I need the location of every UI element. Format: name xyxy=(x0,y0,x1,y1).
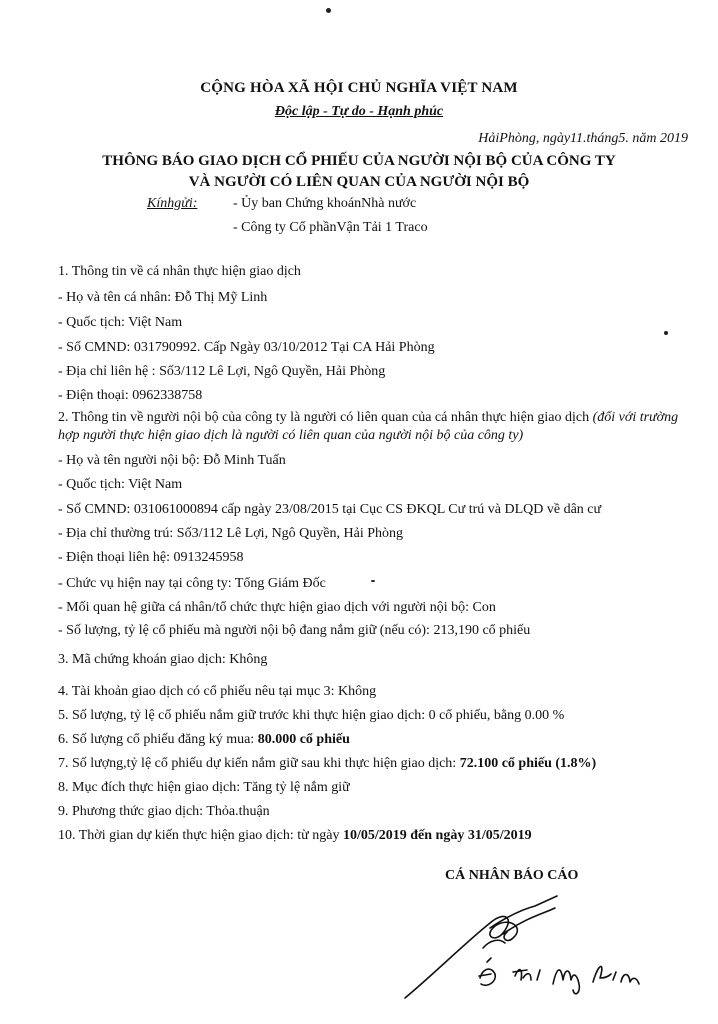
section2-line: - Họ và tên người nội bộ: Đỗ Minh Tuấn xyxy=(58,453,286,468)
item-7 xyxy=(58,756,596,772)
item-5: 5. Số lượng, tỷ lệ cổ phiếu nắm giữ trước khi thực hiện giao dịch: 0 cổ phiếu, bằng 0.00 % xyxy=(58,708,565,723)
handwritten-signature xyxy=(395,888,645,1013)
section2-line: - Số lượng, tỷ lệ cổ phiếu mà người nội bộ đang nắm giữ (nếu có): 213,190 cổ phiếu xyxy=(58,623,531,638)
section1-line: - Họ và tên cá nhân: Đỗ Thị Mỹ Linh xyxy=(58,290,268,305)
national-title: CỘNG HÒA XÃ HỘI CHỦ NGHĨA VIỆT NAM xyxy=(200,80,518,96)
section1-line: - Quốc tịch: Việt Nam xyxy=(58,315,183,330)
section2-heading-note: (đối với trường hợp người thực hiện giao dịch là người có liên quan của người nội bộ của công ty) xyxy=(58,410,679,443)
item-8: 8. Mục đích thực hiện giao dịch: Tăng tỷ lệ nắm giữ xyxy=(58,780,350,795)
recipient-item: - Ủy ban Chứng khoánNhà nước xyxy=(233,196,417,211)
scan-speck xyxy=(371,580,375,582)
signature-title: CÁ NHÂN BÁO CÁO xyxy=(445,868,579,883)
item-7-label: 7. Số lượng,tỷ lệ cổ phiếu dự kiến nắm giữ sau khi thực hiện giao dịch: xyxy=(58,756,460,771)
item-10-value: 10/05/2019 đến ngày 31/05/2019 xyxy=(342,828,532,843)
item-3: 3. Mã chứng khoán giao dịch: Không xyxy=(58,652,268,667)
document-title-line1: THÔNG BÁO GIAO DỊCH CỔ PHIẾU CỦA NGƯỜI NỘI BỘ CỦA CÔNG TY xyxy=(102,153,616,169)
section2-heading-text: 2. Thông tin về người nội bộ của công ty là người có liên quan của cá nhân thực hiện giao dịch xyxy=(58,410,593,425)
section2-line: - Mối quan hệ giữa cá nhân/tổ chức thực hiện giao dịch với người nội bộ: Con xyxy=(58,600,496,615)
national-motto: Độc lập - Tự do - Hạnh phúc xyxy=(274,104,444,119)
section1-line: - Địa chỉ liên hệ : Số3/112 Lê Lợi, Ngô Quyền, Hải Phòng xyxy=(58,364,386,379)
item-4: 4. Tài khoản giao dịch có cổ phiếu nêu tại mục 3: Không xyxy=(58,684,377,699)
item-9: 9. Phương thức giao dịch: Thỏa.thuận xyxy=(58,804,270,819)
recipient-item: - Công ty Cổ phầnVận Tải 1 Traco xyxy=(233,220,428,235)
recipients-label: Kínhgửi: xyxy=(147,196,198,211)
section2-line: - Địa chỉ thường trú: Số3/112 Lê Lợi, Ngô Quyền, Hải Phòng xyxy=(58,526,404,541)
document-title-line2: VÀ NGƯỜI CÓ LIÊN QUAN CỦA NGƯỜI NỘI BỘ xyxy=(188,174,530,190)
section2-line: - Chức vụ hiện nay tại công ty: Tổng Giám Đốc xyxy=(58,576,326,591)
section1-heading: 1. Thông tin về cá nhân thực hiện giao dịch xyxy=(58,264,301,279)
section1-line: - Điện thoại: 0962338758 xyxy=(58,388,203,403)
item-6-value: 80.000 cổ phiếu xyxy=(257,732,350,747)
scan-speck xyxy=(664,331,668,335)
item-10 xyxy=(58,828,532,844)
section2-line: - Số CMND: 031061000894 cấp ngày 23/08/2015 tại Cục CS ĐKQL Cư trú và DLQD về dân cư xyxy=(58,502,602,517)
section1-line: - Số CMND: 031790992. Cấp Ngày 03/10/2012 Tại CA Hải Phòng xyxy=(58,340,435,355)
item-7-value: 72.100 cổ phiếu (1.8%) xyxy=(459,756,597,771)
section2-heading xyxy=(58,409,688,445)
item-6 xyxy=(58,732,350,748)
date-line: HảiPhòng, ngày11.tháng5. năm 2019 xyxy=(478,131,688,146)
item-6-label: 6. Số lượng cổ phiếu đăng ký mua: xyxy=(58,732,258,747)
section2-line: - Quốc tịch: Việt Nam xyxy=(58,477,183,492)
item-10-label: 10. Thời gian dự kiến thực hiện giao dịch: từ ngày xyxy=(58,828,343,843)
scan-speck xyxy=(326,8,331,13)
section2-line: - Điện thoại liên hệ: 0913245958 xyxy=(58,550,244,565)
